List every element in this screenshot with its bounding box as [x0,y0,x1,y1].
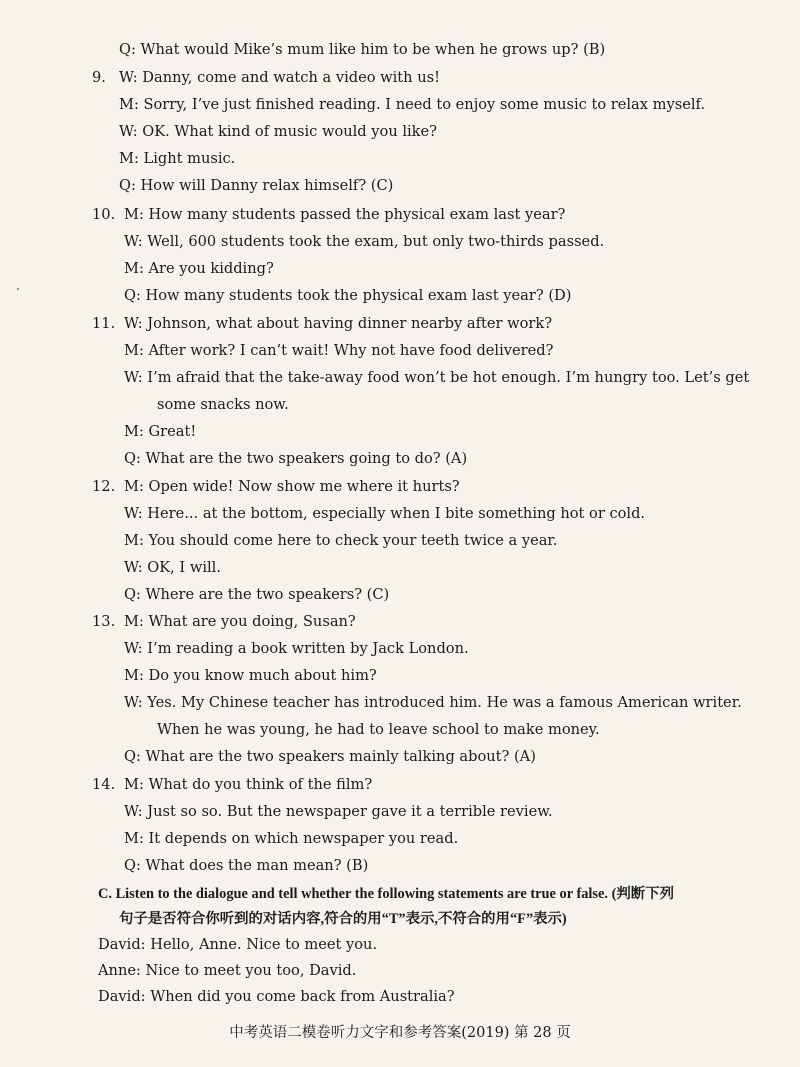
dialogue-12-line-2: W: Here... at the bottom, especially when I bite something hot or cold. [124,505,646,522]
dialogue-10-line-1: M: How many students passed the physical exam last year? [124,206,566,223]
dialogue-10-line-2: W: Well, 600 students took the exam, but only two-thirds passed. [124,233,605,250]
dialogue-14-line-2: W: Just so so. But the newspaper gave it a terrible review. [124,803,553,820]
section-c-line-1: David: Hello, Anne. Nice to meet you. [98,936,378,953]
dialogue-10-number: 10. [92,206,116,223]
dialogue-9-line-1: W: Danny, come and watch a video with us! [119,69,440,86]
dialogue-13-line-1: M: What are you doing, Susan? [124,613,356,630]
dialogue-14-number: 14. [92,776,116,793]
dialogue-10-line-3: M: Are you kidding? [124,260,274,277]
dialogue-14-question: Q: What does the man mean? (B) [124,857,369,874]
section-c-instruction-continued: 句子是否符合你听到的对话内容,符合的用“T”表示,不符合的用“F”表示) [119,911,567,927]
page-footer: 中考英语二模卷听力文字和参考答案(2019) 第 28 页 [229,1025,571,1041]
dialogue-11-line-3: W: I’m afraid that the take-away food won’t be hot enough. I’m hungry too. Let’s get [124,369,750,386]
section-c-line-2: Anne: Nice to meet you too, David. [98,962,357,979]
dialogue-12-line-3: M: You should come here to check your teeth twice a year. [124,532,558,549]
dialogue-9-line-2: M: Sorry, I’ve just finished reading. I need to enjoy some music to relax myself. [119,96,706,113]
dialogue-11-line-3-continued: some snacks now. [157,396,289,413]
dialogue-10-question: Q: How many students took the physical exam last year? (D) [124,287,572,304]
dialogue-12-line-4: W: OK, I will. [124,559,221,576]
dialogue-14-line-3: M: It depends on which newspaper you read. [124,830,459,847]
dialogue-12-line-1: M: Open wide! Now show me where it hurts? [124,478,460,495]
dialogue-9-line-3: W: OK. What kind of music would you like? [119,123,437,140]
dialogue-13-line-4-continued: When he was young, he had to leave school to make money. [157,721,600,738]
dialogue-11-number: 11. [92,315,116,332]
dialogue-13-question: Q: What are the two speakers mainly talking about? (A) [124,748,536,765]
dialogue-13-number: 13. [92,613,116,630]
dialogue-12-number: 12. [92,478,116,495]
scan-speck [17,288,19,290]
dialogue-11-line-2: M: After work? I can’t wait! Why not have food delivered? [124,342,554,359]
dialogue-11-line-1: W: Johnson, what about having dinner nearby after work? [124,315,553,332]
dialogue-13-line-2: W: I’m reading a book written by Jack London. [124,640,469,657]
dialogue-13-line-3: M: Do you know much about him? [124,667,377,684]
dialogue-11-question: Q: What are the two speakers going to do? (A) [124,450,468,467]
dialogue-9-number: 9. [92,69,106,86]
dialogue-14-line-1: M: What do you think of the film? [124,776,373,793]
dialogue-12-question: Q: Where are the two speakers? (C) [124,586,390,603]
dialogue-11-line-4: M: Great! [124,423,197,440]
section-c-line-3: David: When did you come back from Australia? [98,988,455,1005]
section-c-instruction: C. Listen to the dialogue and tell whether the following statements are true or false. (判断下列 [98,886,674,902]
dialogue-8-question: Q: What would Mike’s mum like him to be when he grows up? (B) [119,41,606,58]
dialogue-9-question: Q: How will Danny relax himself? (C) [119,177,394,194]
dialogue-13-line-4: W: Yes. My Chinese teacher has introduced him. He was a famous American writer. [124,694,742,711]
dialogue-9-line-4: M: Light music. [119,150,236,167]
